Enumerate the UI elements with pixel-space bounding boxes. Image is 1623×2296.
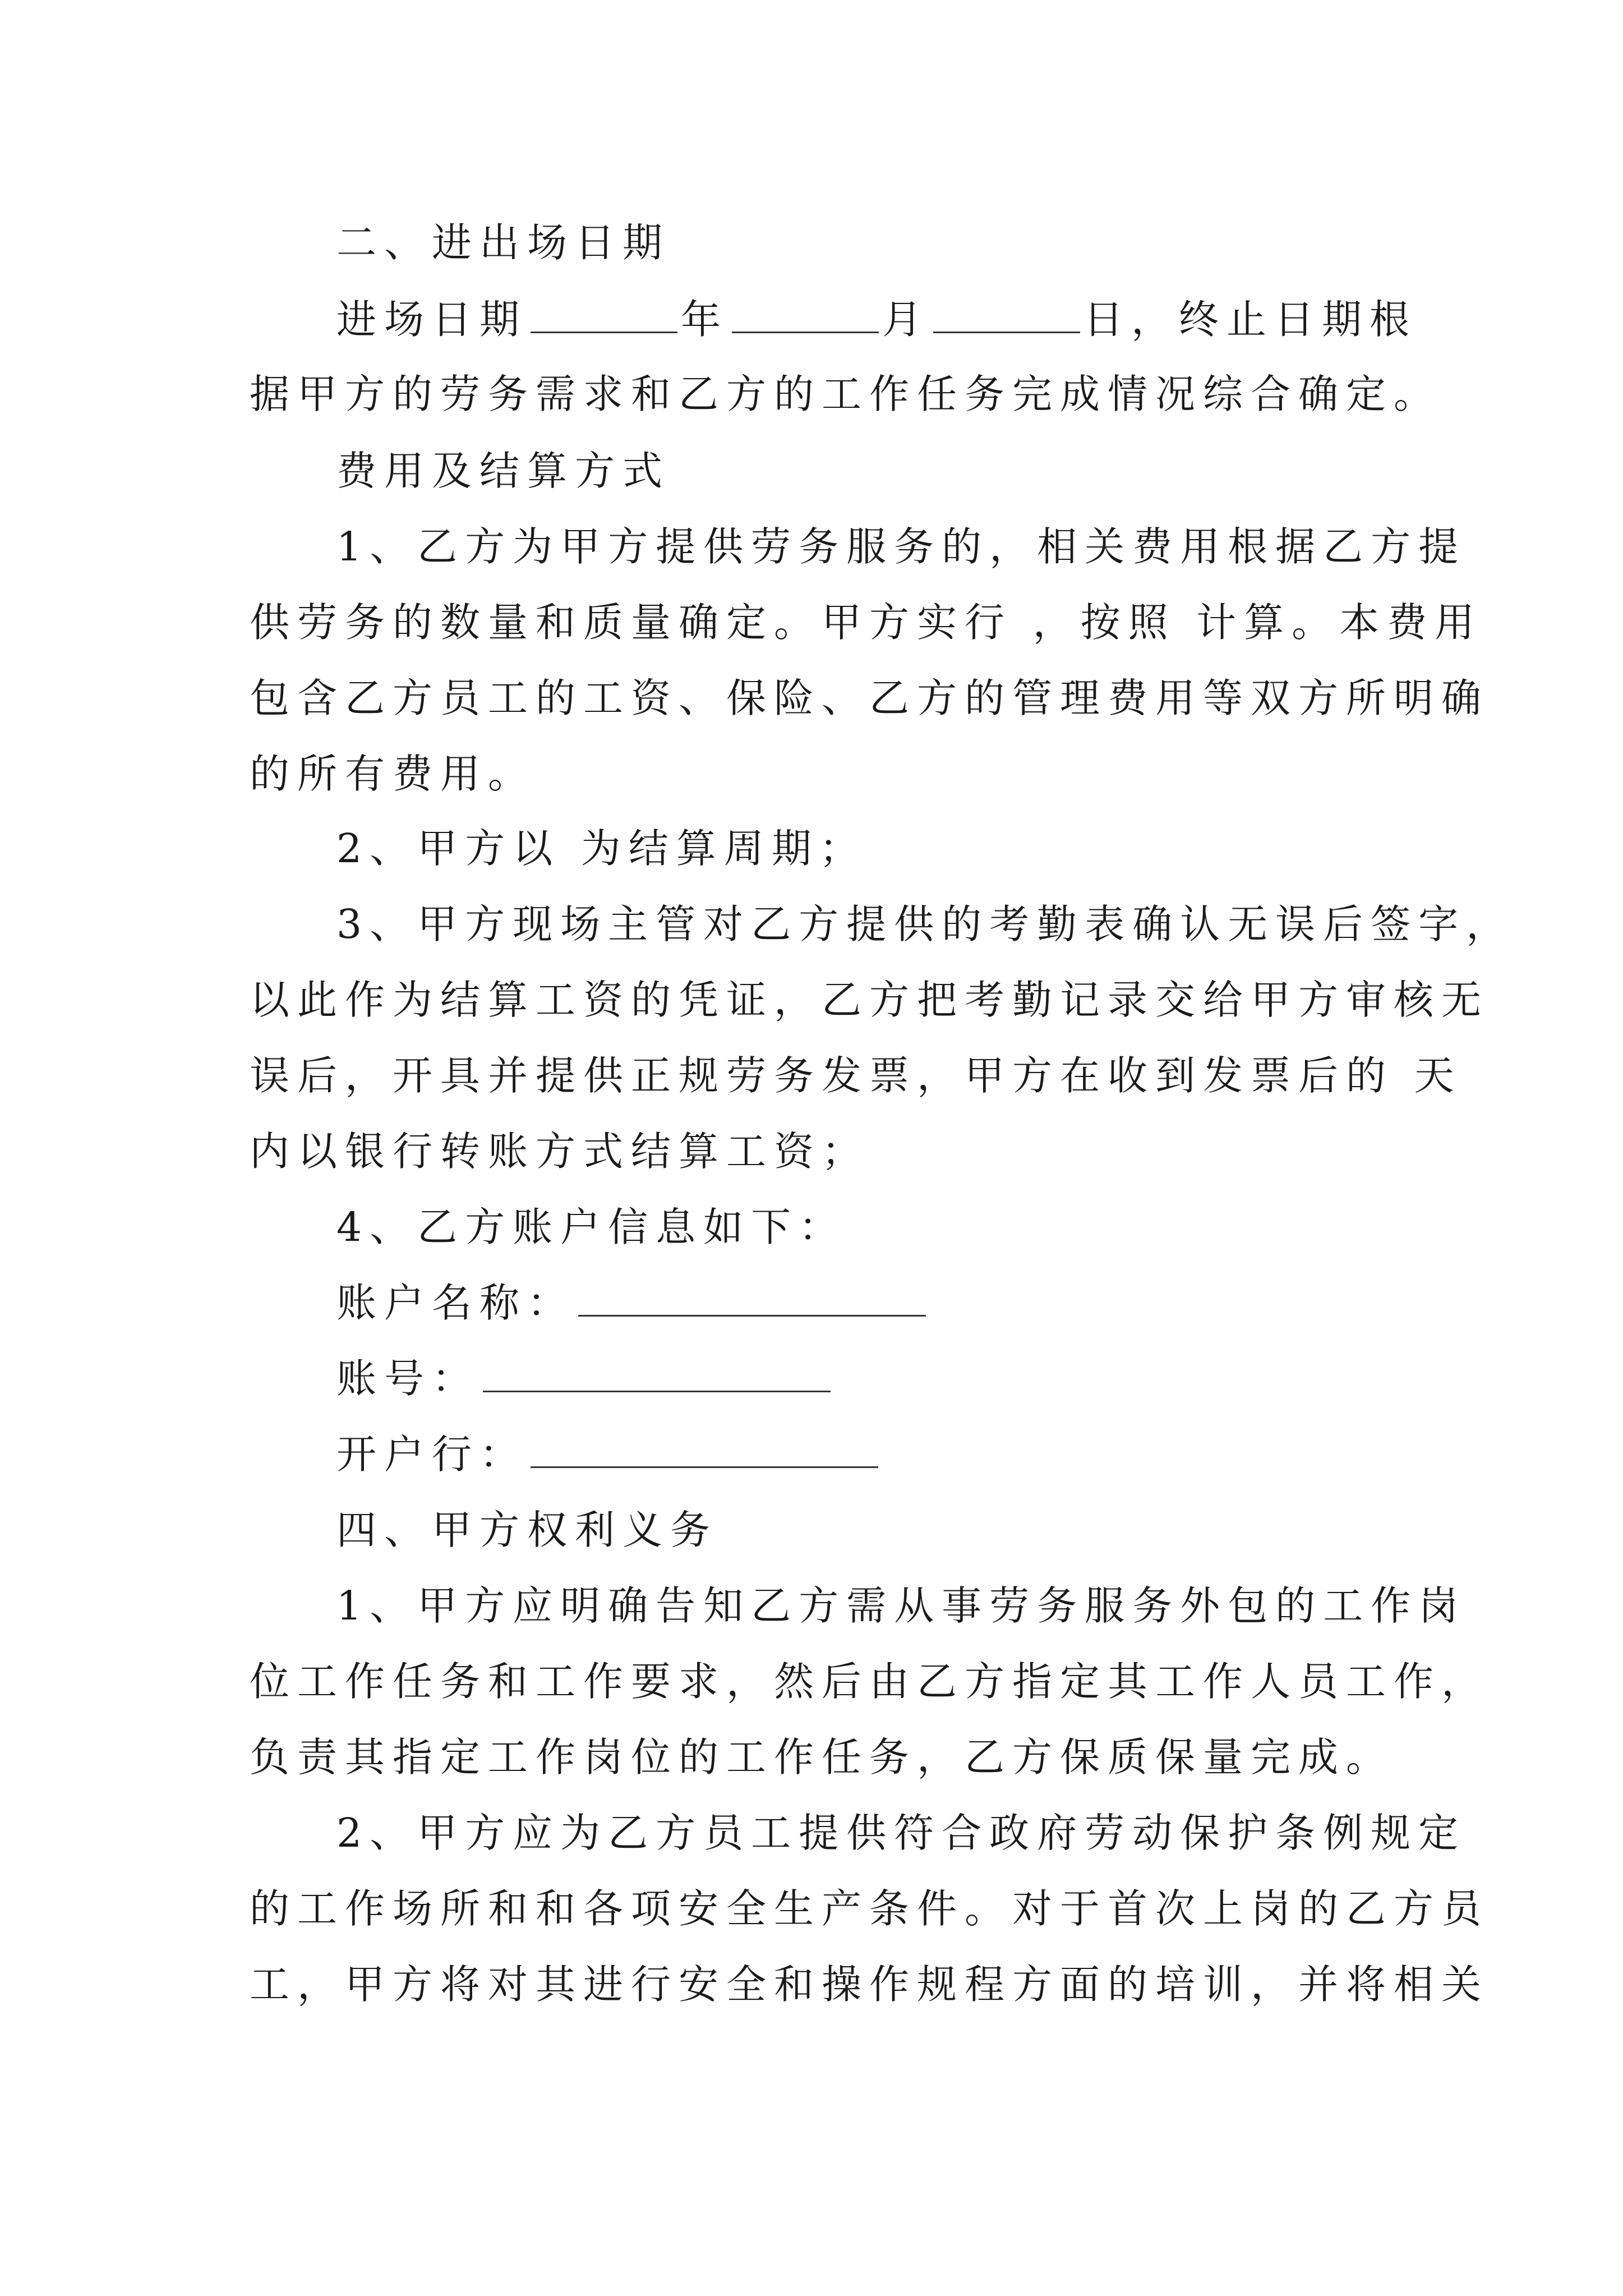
date-blank-day: [933, 296, 1080, 333]
paragraph-line: 3、甲方现场主管对乙方提供的考勤表确认无误后签字，: [336, 901, 1514, 947]
paragraph-line: 的所有费用。: [250, 751, 536, 797]
paragraph-line: 工，甲方将对其进行安全和操作规程方面的培训，并将相关: [250, 1961, 1490, 2008]
paragraph-line: 1、甲方应明确告知乙方需从事劳务服务外包的工作岗: [336, 1582, 1467, 1629]
paragraph-line: 4、乙方账户信息如下：: [336, 1204, 847, 1250]
paragraph-line: 2、甲方以 为结算周期；: [336, 825, 867, 872]
bank-row: 开户行：: [336, 1429, 1623, 1480]
section-heading: 费用及结算方式: [336, 448, 671, 494]
account-number-row: 账号：: [336, 1354, 1623, 1404]
account-number-blank: [483, 1355, 831, 1392]
paragraph-line: 进场日期 年 月 日，终止日期根: [336, 296, 1418, 343]
paragraph-line: 内以银行转账方式结算工资；: [250, 1128, 870, 1175]
paragraph-line: 负责其指定工作岗位的工作任务，乙方保质保量完成。: [250, 1734, 1394, 1780]
bank-blank: [531, 1430, 878, 1468]
date-blank-month: [732, 296, 879, 333]
date-blank-year: [531, 296, 677, 333]
paragraph-line: 供劳务的数量和质量确定。甲方实行 ，按照 计算。本费用: [250, 599, 1483, 646]
paragraph-line: 位工作任务和工作要求，然后由乙方指定其工作人员工作，: [250, 1658, 1490, 1705]
section-heading: 二、进出场日期: [336, 219, 671, 266]
paragraph-line: 1、乙方为甲方提供劳务服务的，相关费用根据乙方提: [336, 523, 1467, 570]
paragraph-line: 误后，开具并提供正规劳务发票，甲方在收到发票后的 天: [250, 1052, 1462, 1099]
account-name-row: 账户名称：: [336, 1278, 1623, 1328]
paragraph-line: 包含乙方员工的工资、保险、乙方的管理费用等双方所明确: [250, 675, 1490, 721]
paragraph-line: 的工作场所和和各项安全生产条件。对于首次上岗的乙方员: [250, 1885, 1490, 1932]
paragraph-line: 2、甲方应为乙方员工提供符合政府劳动保护条例规定: [336, 1810, 1467, 1856]
account-name-blank: [578, 1279, 926, 1317]
paragraph-line: 以此作为结算工资的凭证，乙方把考勤记录交给甲方审核无: [250, 977, 1490, 1023]
section-heading: 四、甲方权利义务: [336, 1507, 718, 1553]
paragraph-line: 据甲方的劳务需求和乙方的工作任务完成情况综合确定。: [250, 371, 1442, 417]
